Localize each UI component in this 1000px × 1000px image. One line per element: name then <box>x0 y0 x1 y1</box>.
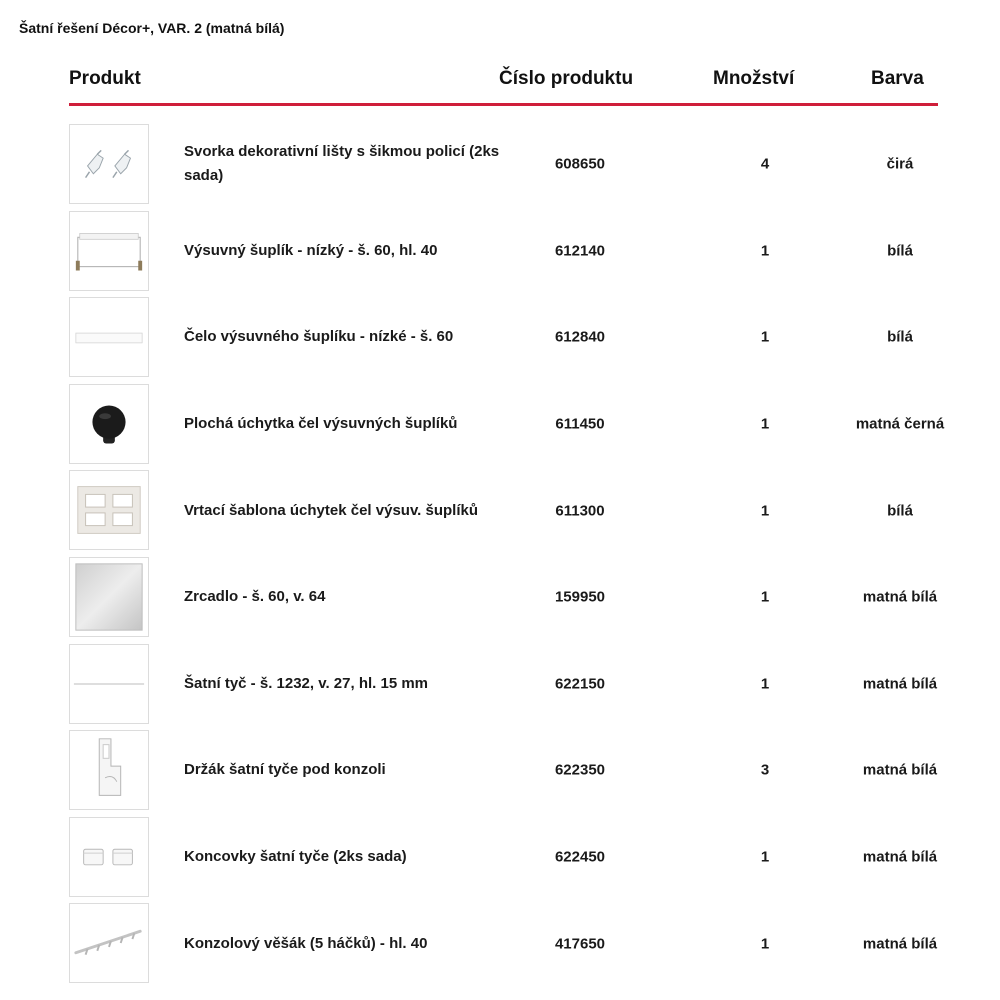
table-row <box>0 211 1000 298</box>
product-number: 611450 <box>555 415 605 433</box>
product-quantity: 1 <box>760 328 770 346</box>
product-quantity: 4 <box>760 155 770 173</box>
product-color: čirá <box>886 155 914 173</box>
header-product: Produkt <box>69 68 141 89</box>
product-quantity: 1 <box>760 502 770 520</box>
header-quantity: Množství <box>713 68 795 89</box>
header-product-number: Číslo produktu <box>499 68 634 89</box>
product-name: Svorka dekorativní lišty s šikmou policí (2ks sada) <box>184 143 500 185</box>
drawer-icon[interactable] <box>69 211 149 291</box>
table-row <box>0 470 1000 557</box>
rod-icon[interactable] <box>69 644 149 724</box>
product-color: bílá <box>887 328 913 346</box>
product-name: Plochá úchytka čel výsuvných šuplíků <box>184 415 458 433</box>
table-row <box>0 297 1000 384</box>
page-title: Šatní řešení Décor+, VAR. 2 (matná bílá) <box>19 20 285 36</box>
product-number: 159950 <box>554 588 606 606</box>
table-row <box>0 124 1000 211</box>
product-name: Čelo výsuvného šuplíku - nízké - š. 60 <box>184 328 454 346</box>
product-name: Zrcadlo - š. 60, v. 64 <box>184 588 326 606</box>
clamp-icon[interactable] <box>69 124 149 204</box>
table-row <box>0 644 1000 731</box>
product-color: matná bílá <box>862 588 938 606</box>
product-name: Držák šatní tyče pod konzoli <box>184 761 386 779</box>
drawer-front-icon[interactable] <box>69 297 149 377</box>
product-color: matná bílá <box>862 935 938 953</box>
product-color: bílá <box>887 242 913 260</box>
table-header <box>0 60 1000 108</box>
table-row <box>0 817 1000 904</box>
template-icon[interactable] <box>69 470 149 550</box>
product-number: 417650 <box>554 935 606 953</box>
table-row <box>0 730 1000 817</box>
mirror-icon[interactable] <box>69 557 149 637</box>
product-name: Vrtací šablona úchytek čel výsuv. šuplíků <box>184 501 479 519</box>
product-name: Výsuvný šuplík - nízký - š. 60, hl. 40 <box>184 241 438 259</box>
product-quantity: 1 <box>760 588 770 606</box>
product-quantity: 1 <box>760 415 770 433</box>
product-quantity: 1 <box>760 675 770 693</box>
rod-holder-icon[interactable] <box>69 730 149 810</box>
hook-rack-icon[interactable] <box>69 903 149 983</box>
product-name: Šatní tyč - š. 1232, v. 27, hl. 15 mm <box>184 674 429 692</box>
product-quantity: 1 <box>760 848 770 866</box>
product-number: 608650 <box>554 155 606 173</box>
product-color: matná bílá <box>862 675 938 693</box>
product-color: matná bílá <box>862 761 938 779</box>
product-name: Koncovky šatní tyče (2ks sada) <box>184 848 407 866</box>
product-number: 612840 <box>554 328 606 346</box>
end-caps-icon[interactable] <box>69 817 149 897</box>
product-name: Konzolový věšák (5 háčků) - hl. 40 <box>184 934 428 952</box>
product-number: 622450 <box>554 848 606 866</box>
product-number: 612140 <box>554 242 606 260</box>
product-list <box>0 124 1000 990</box>
product-quantity: 1 <box>760 935 770 953</box>
product-number: 622350 <box>554 761 606 779</box>
header-color: Barva <box>871 68 924 89</box>
table-row <box>0 557 1000 644</box>
product-number: 611300 <box>555 502 605 520</box>
product-quantity: 1 <box>760 242 770 260</box>
header-divider <box>69 103 938 106</box>
product-color: bílá <box>887 502 913 520</box>
product-color: matná černá <box>855 415 945 433</box>
product-quantity: 3 <box>760 761 770 779</box>
table-row <box>0 384 1000 471</box>
knob-icon[interactable] <box>69 384 149 464</box>
product-number: 622150 <box>554 675 606 693</box>
product-color: matná bílá <box>862 848 938 866</box>
table-row <box>0 903 1000 990</box>
